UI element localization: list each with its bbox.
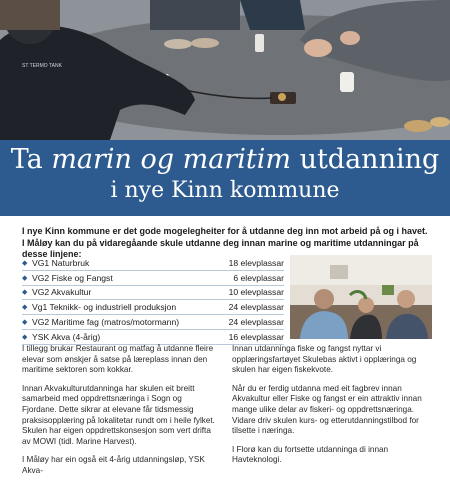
programme-row — [22, 271, 284, 286]
programme-name: VG2 Maritime fag (matros/motormann) — [32, 317, 180, 328]
side-photo — [290, 255, 432, 339]
programme-table — [22, 256, 284, 345]
paragraph: I Florø kan du fortsette utdanninga di innan Havteknologi. — [232, 444, 389, 465]
programme-row — [22, 315, 284, 330]
programme-seats: 6 elevplassar — [233, 272, 284, 283]
diamond-bullet-icon: ◆ — [22, 274, 28, 282]
diamond-bullet-icon: ◆ — [22, 319, 28, 327]
hero-photo — [0, 0, 450, 140]
paragraph: Innan utdanninga fiske og fangst nyttar vi opplæringsfartøyet Skulebas aktivt i opplæringa og skulen har eigen fiskekvote. — [232, 344, 417, 375]
paragraph: Innan Akvakulturutdanninga har skulen eit breitt samarbeid med oppdrettsnæringa i Sogn og Fjordane. Dette sikrar at elevane får tidsmessig praksisopplæring på lokalitetar rundt om i heile fylket. Skulen har eigen oppdrettskonsesjon som vert drifta av MOWI (tidl. Marine Harvest). — [22, 383, 215, 446]
programme-seats: 24 elevplassar — [228, 317, 284, 328]
programme-row — [22, 300, 284, 315]
diamond-bullet-icon: ◆ — [22, 333, 28, 341]
programme-seats: 24 elevplassar — [228, 302, 284, 313]
programme-row — [22, 256, 284, 271]
programme-row — [22, 330, 284, 345]
programme-name: Vg1 Teknikk- og industriell produksjon — [32, 302, 177, 313]
article-body — [22, 226, 432, 475]
paragraph: I Måløy har ein også eit 4-årig utdanningsløp, YSK Akva- — [22, 455, 205, 475]
paragraph: Når du er ferdig utdanna med eit fagbrev innan Akvakultur eller Fiske og fangst er ein attraktiv innan mange ulike delar av fiskeri- og oppdrettsnæringa. Vidare driv skulen kurs- og etterutdanningstilbod for tilsette i næringa. — [232, 383, 422, 436]
programme-name: VG1 Naturbruk — [32, 257, 90, 268]
programme-name: YSK Akva (4-årig) — [32, 331, 101, 342]
programme-seats: 16 elevplassar — [228, 331, 284, 342]
students-photo-illustration — [290, 255, 432, 339]
left-column — [22, 344, 218, 485]
page-title — [0, 140, 450, 176]
programme-name: VG2 Fiske og Fangst — [32, 272, 113, 283]
diamond-bullet-icon: ◆ — [22, 304, 28, 312]
classroom-photo-illustration — [0, 0, 450, 140]
diamond-bullet-icon: ◆ — [22, 289, 28, 297]
title-italic: marin og maritim — [51, 144, 291, 175]
shirt-logo-text: ST TERMO TANK — [22, 63, 62, 69]
programme-name: VG2 Akvakultur — [32, 287, 92, 298]
title-suffix: utdanning — [290, 144, 440, 175]
right-column — [232, 344, 432, 474]
programme-seats: 10 elevplassar — [228, 287, 284, 298]
programme-row — [22, 286, 284, 301]
programme-seats: 18 elevplassar — [228, 257, 284, 268]
intro-paragraph: I nye Kinn kommune er det gode mogelegheiter for å utdanne deg inn mot arbeid på og i havet. I Måløy kan du på vidaregåande skule utdanne deg innan marine og maritime utdanningar på desse linjene: — [22, 226, 428, 259]
page-subtitle: i nye Kinn kommune — [110, 178, 340, 203]
paragraph: I tillegg brukar Restaurant og matfag å utdanne fleire elevar som ønskjer å satse på læreplass innan den maritime sektoren som kokkar. — [22, 344, 214, 375]
title-prefix: Ta — [10, 144, 52, 175]
diamond-bullet-icon: ◆ — [22, 259, 28, 267]
title-banner — [0, 140, 450, 216]
